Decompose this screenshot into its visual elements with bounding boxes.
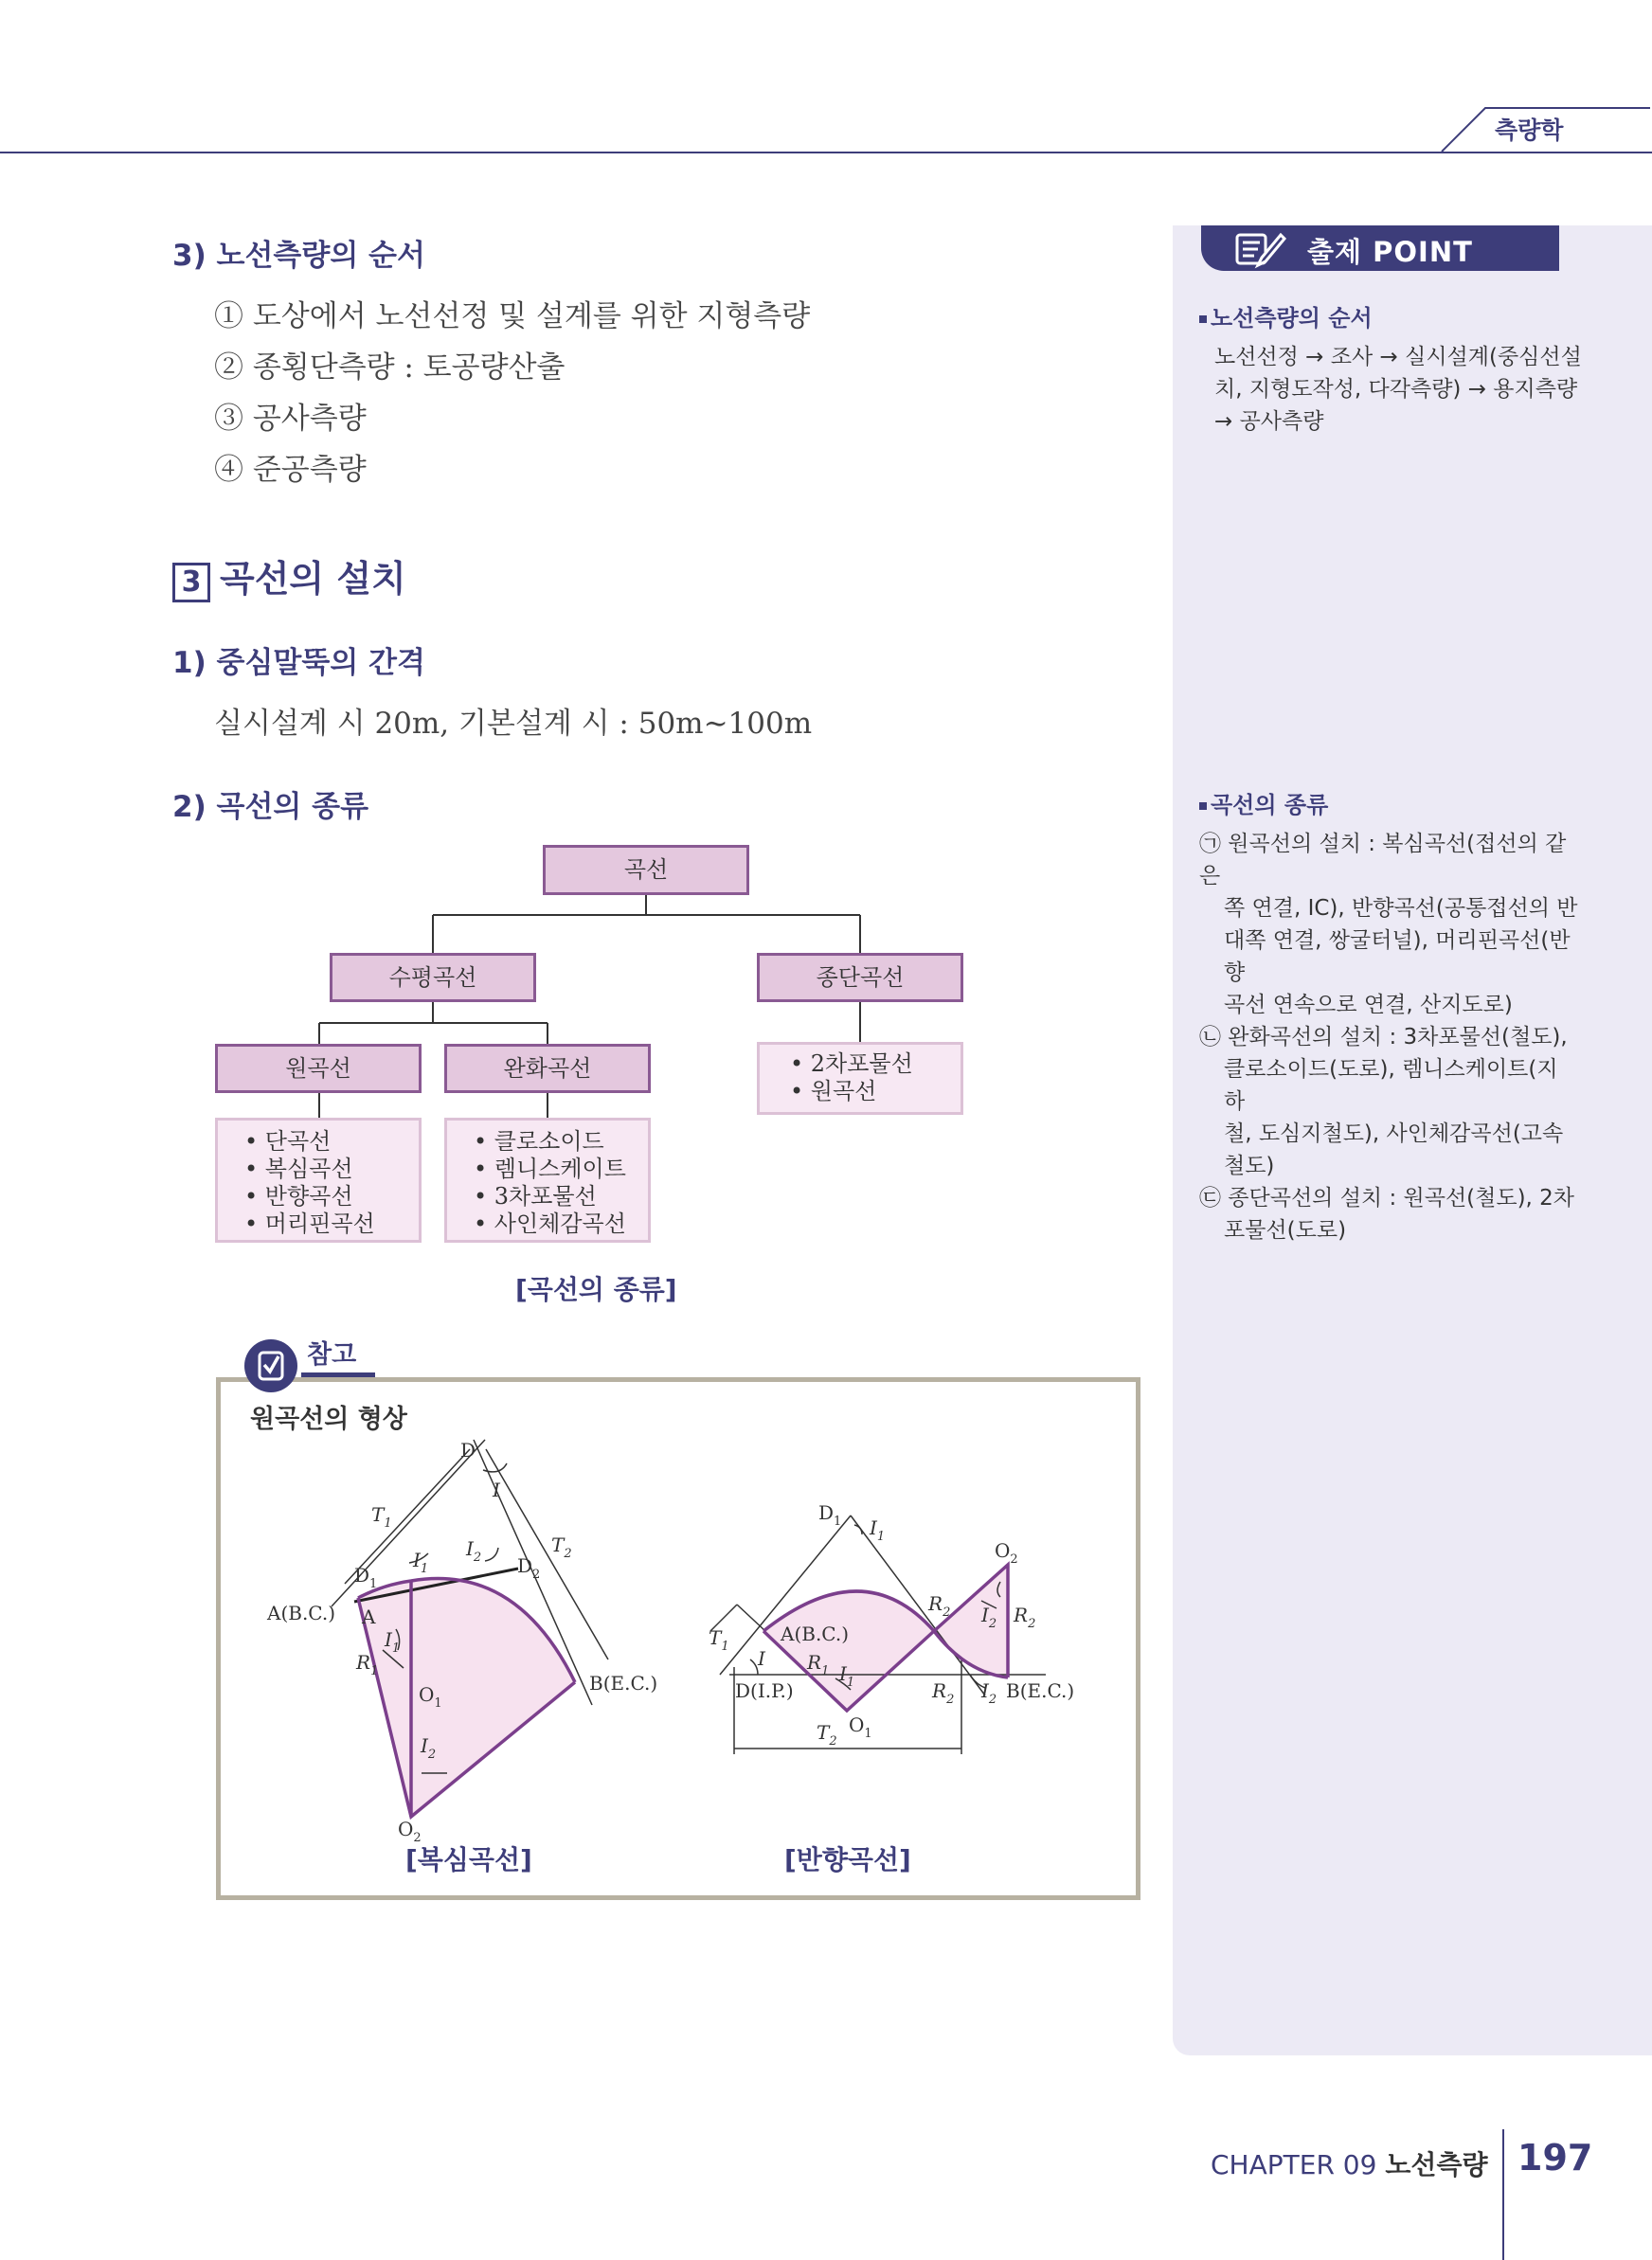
label-I1: $I_1$ <box>413 1549 429 1576</box>
sidebar-line: 쪽 연결, IC), 반향곡선(공통접선의 반 <box>1224 896 1578 921</box>
list-item: • 복심곡선 <box>244 1156 353 1182</box>
sidebar-point1-text <box>1214 341 1582 438</box>
label-D1: $D_1$ <box>354 1564 378 1591</box>
label-B-EC: B(E.C.) <box>1006 1679 1075 1702</box>
label-I2: $I_2$ <box>466 1537 482 1565</box>
label-D1: $D_1$ <box>818 1501 842 1529</box>
list-item: • 머리핀곡선 <box>244 1211 375 1237</box>
note-label-underline <box>301 1372 375 1377</box>
footer-divider <box>1502 2129 1504 2260</box>
sidebar-point1-heading-text: 노선측량의 순서 <box>1211 305 1373 332</box>
check-memo-icon <box>244 1339 297 1392</box>
compound-curve-figure <box>256 1430 682 1845</box>
bullet-square <box>1199 315 1207 323</box>
bullet-square <box>1199 802 1207 810</box>
tree-vertical-list <box>757 1042 963 1115</box>
chapter-title: 노선측량 <box>1385 2149 1488 2180</box>
order-item-4: ④ 준공측량 <box>214 453 367 487</box>
tree-circular-list <box>215 1118 422 1243</box>
subsection-heading-interval: 1) 중심말뚝의 간격 <box>172 646 425 680</box>
footer-chapter <box>1211 2144 1488 2182</box>
tree-caption: [곡선의 종류] <box>515 1274 677 1305</box>
subject-label: 측량학 <box>1495 117 1564 144</box>
tree-root-box: 곡선 <box>543 845 749 895</box>
sidebar-line: 노선선정 → 조사 → 실시설계(중심선설 <box>1214 345 1582 369</box>
label-D: D <box>460 1439 476 1462</box>
label-T1: $T_1$ <box>371 1503 392 1531</box>
sidebar-line: 클로소이드(도로), 렘니스케이트(지하 <box>1224 1057 1558 1114</box>
label-O2: $O_2$ <box>995 1539 1018 1567</box>
list-item: • 사인체감곡선 <box>474 1211 626 1237</box>
label-A: A <box>362 1605 376 1628</box>
label-R1: $R_1$ <box>356 1651 379 1678</box>
label-D-IP: D(I.P.) <box>735 1679 794 1702</box>
sidebar-line: 철, 도심지철도), 사인체감곡선(고속 <box>1224 1121 1564 1146</box>
label-O2: $O_2$ <box>398 1818 422 1845</box>
label-I1-center: $I_1$ <box>839 1662 855 1690</box>
label-A-BC: A(B.C.) <box>267 1602 336 1624</box>
list-item: • 클로소이드 <box>474 1128 604 1155</box>
order-item-2: ② 종횡단측량 : 토공량산출 <box>214 350 566 385</box>
order-item-3: ③ 공사측량 <box>214 402 367 436</box>
memo-pencil-icon <box>1233 229 1286 267</box>
sidebar-line: 철도) <box>1224 1154 1275 1178</box>
list-item: • 단곡선 <box>244 1128 332 1155</box>
sidebar-point2-heading <box>1199 786 1328 819</box>
list-item: • 원곡선 <box>790 1078 877 1104</box>
page-number: 197 <box>1517 2137 1593 2179</box>
label-D2: $D_2$ <box>517 1554 541 1582</box>
point-badge <box>1201 225 1559 271</box>
label-T2: $T_2$ <box>817 1721 837 1749</box>
label-R2-right: $R_2$ <box>1014 1604 1036 1631</box>
label-R2-lower: $R_2$ <box>932 1679 955 1707</box>
label-O1: $O_1$ <box>419 1683 442 1711</box>
section-title: 곡선의 설치 <box>220 558 406 600</box>
tree-transition-list <box>444 1118 651 1243</box>
subsection-heading-order: 3) 노선측량의 순서 <box>172 239 425 273</box>
label-I1: $I_1$ <box>870 1516 886 1544</box>
sidebar-line: ㉠ 원곡선의 설치 : 복심곡선(접선의 같은 <box>1199 832 1567 888</box>
tree-vertical-box: 종단곡선 <box>757 953 963 1002</box>
list-item: • 3차포물선 <box>474 1183 597 1210</box>
sidebar-line: 대쪽 연결, 쌍굴터널), 머리핀곡선(반향 <box>1224 928 1571 985</box>
note-title: 원곡선의 형상 <box>250 1405 407 1434</box>
label-R1: $R_1$ <box>807 1651 830 1678</box>
chapter-number: CHAPTER 09 <box>1211 2149 1377 2180</box>
reverse-curve-caption: [반향곡선] <box>784 1844 911 1875</box>
sidebar-line: 치, 지형도작성, 다각측량) → 용지측량 <box>1214 377 1578 402</box>
sidebar-line: ㉢ 종단곡선의 설치 : 원곡선(철도), 2차 <box>1199 1186 1575 1211</box>
list-item: • 반향곡선 <box>244 1183 353 1210</box>
label-O1: $O_1$ <box>849 1713 872 1741</box>
label-I2-lower: $I_2$ <box>981 1679 997 1707</box>
tree-transition-box: 완화곡선 <box>444 1044 651 1093</box>
label-T1: $T_1$ <box>709 1626 729 1654</box>
sidebar-line: → 공사측량 <box>1214 409 1324 434</box>
sidebar-line: ㉡ 완화곡선의 설치 : 3차포물선(철도), <box>1199 1025 1568 1049</box>
label-B-EC: B(E.C.) <box>589 1672 658 1695</box>
reverse-curve-figure <box>701 1487 1080 1771</box>
check-icon <box>244 1339 297 1392</box>
order-item-1: ① 도상에서 노선선정 및 설계를 위한 지형측량 <box>214 299 811 333</box>
label-I1-center: $I_1$ <box>385 1628 401 1656</box>
label-I: I <box>493 1479 500 1501</box>
sidebar-line: 곡선 연속으로 연결, 산지도로) <box>1224 993 1513 1017</box>
label-R2-upper: $R_2$ <box>928 1592 951 1620</box>
label-A-BC: A(B.C.) <box>781 1623 850 1645</box>
tree-horizontal-box: 수평곡선 <box>330 953 536 1002</box>
sidebar-point2-text <box>1199 828 1578 1247</box>
sidebar-point1-heading <box>1199 299 1373 332</box>
note-label: 참고 <box>307 1340 357 1370</box>
list-item: • 렘니스케이트 <box>474 1156 626 1182</box>
sidebar-line: 포물선(도로) <box>1224 1218 1347 1243</box>
label-I2: $I_2$ <box>981 1604 997 1631</box>
sidebar-point2-heading-text: 곡선의 종류 <box>1211 792 1329 818</box>
point-title: 출제 POINT <box>1307 236 1473 268</box>
tree-connectors <box>0 0 1175 1137</box>
label-I2-center: $I_2$ <box>421 1734 437 1762</box>
label-T2: $T_2$ <box>551 1534 572 1561</box>
section-number: 3 <box>172 563 210 602</box>
tree-circular-box: 원곡선 <box>215 1044 422 1093</box>
label-I: I <box>758 1647 765 1670</box>
list-item: • 2차포물선 <box>790 1050 913 1077</box>
compound-curve-caption: [복심곡선] <box>405 1844 532 1875</box>
interval-text: 실시설계 시 20m, 기본설계 시 : 50m∼100m <box>214 707 813 741</box>
subsection-heading-types: 2) 곡선의 종류 <box>172 790 369 824</box>
